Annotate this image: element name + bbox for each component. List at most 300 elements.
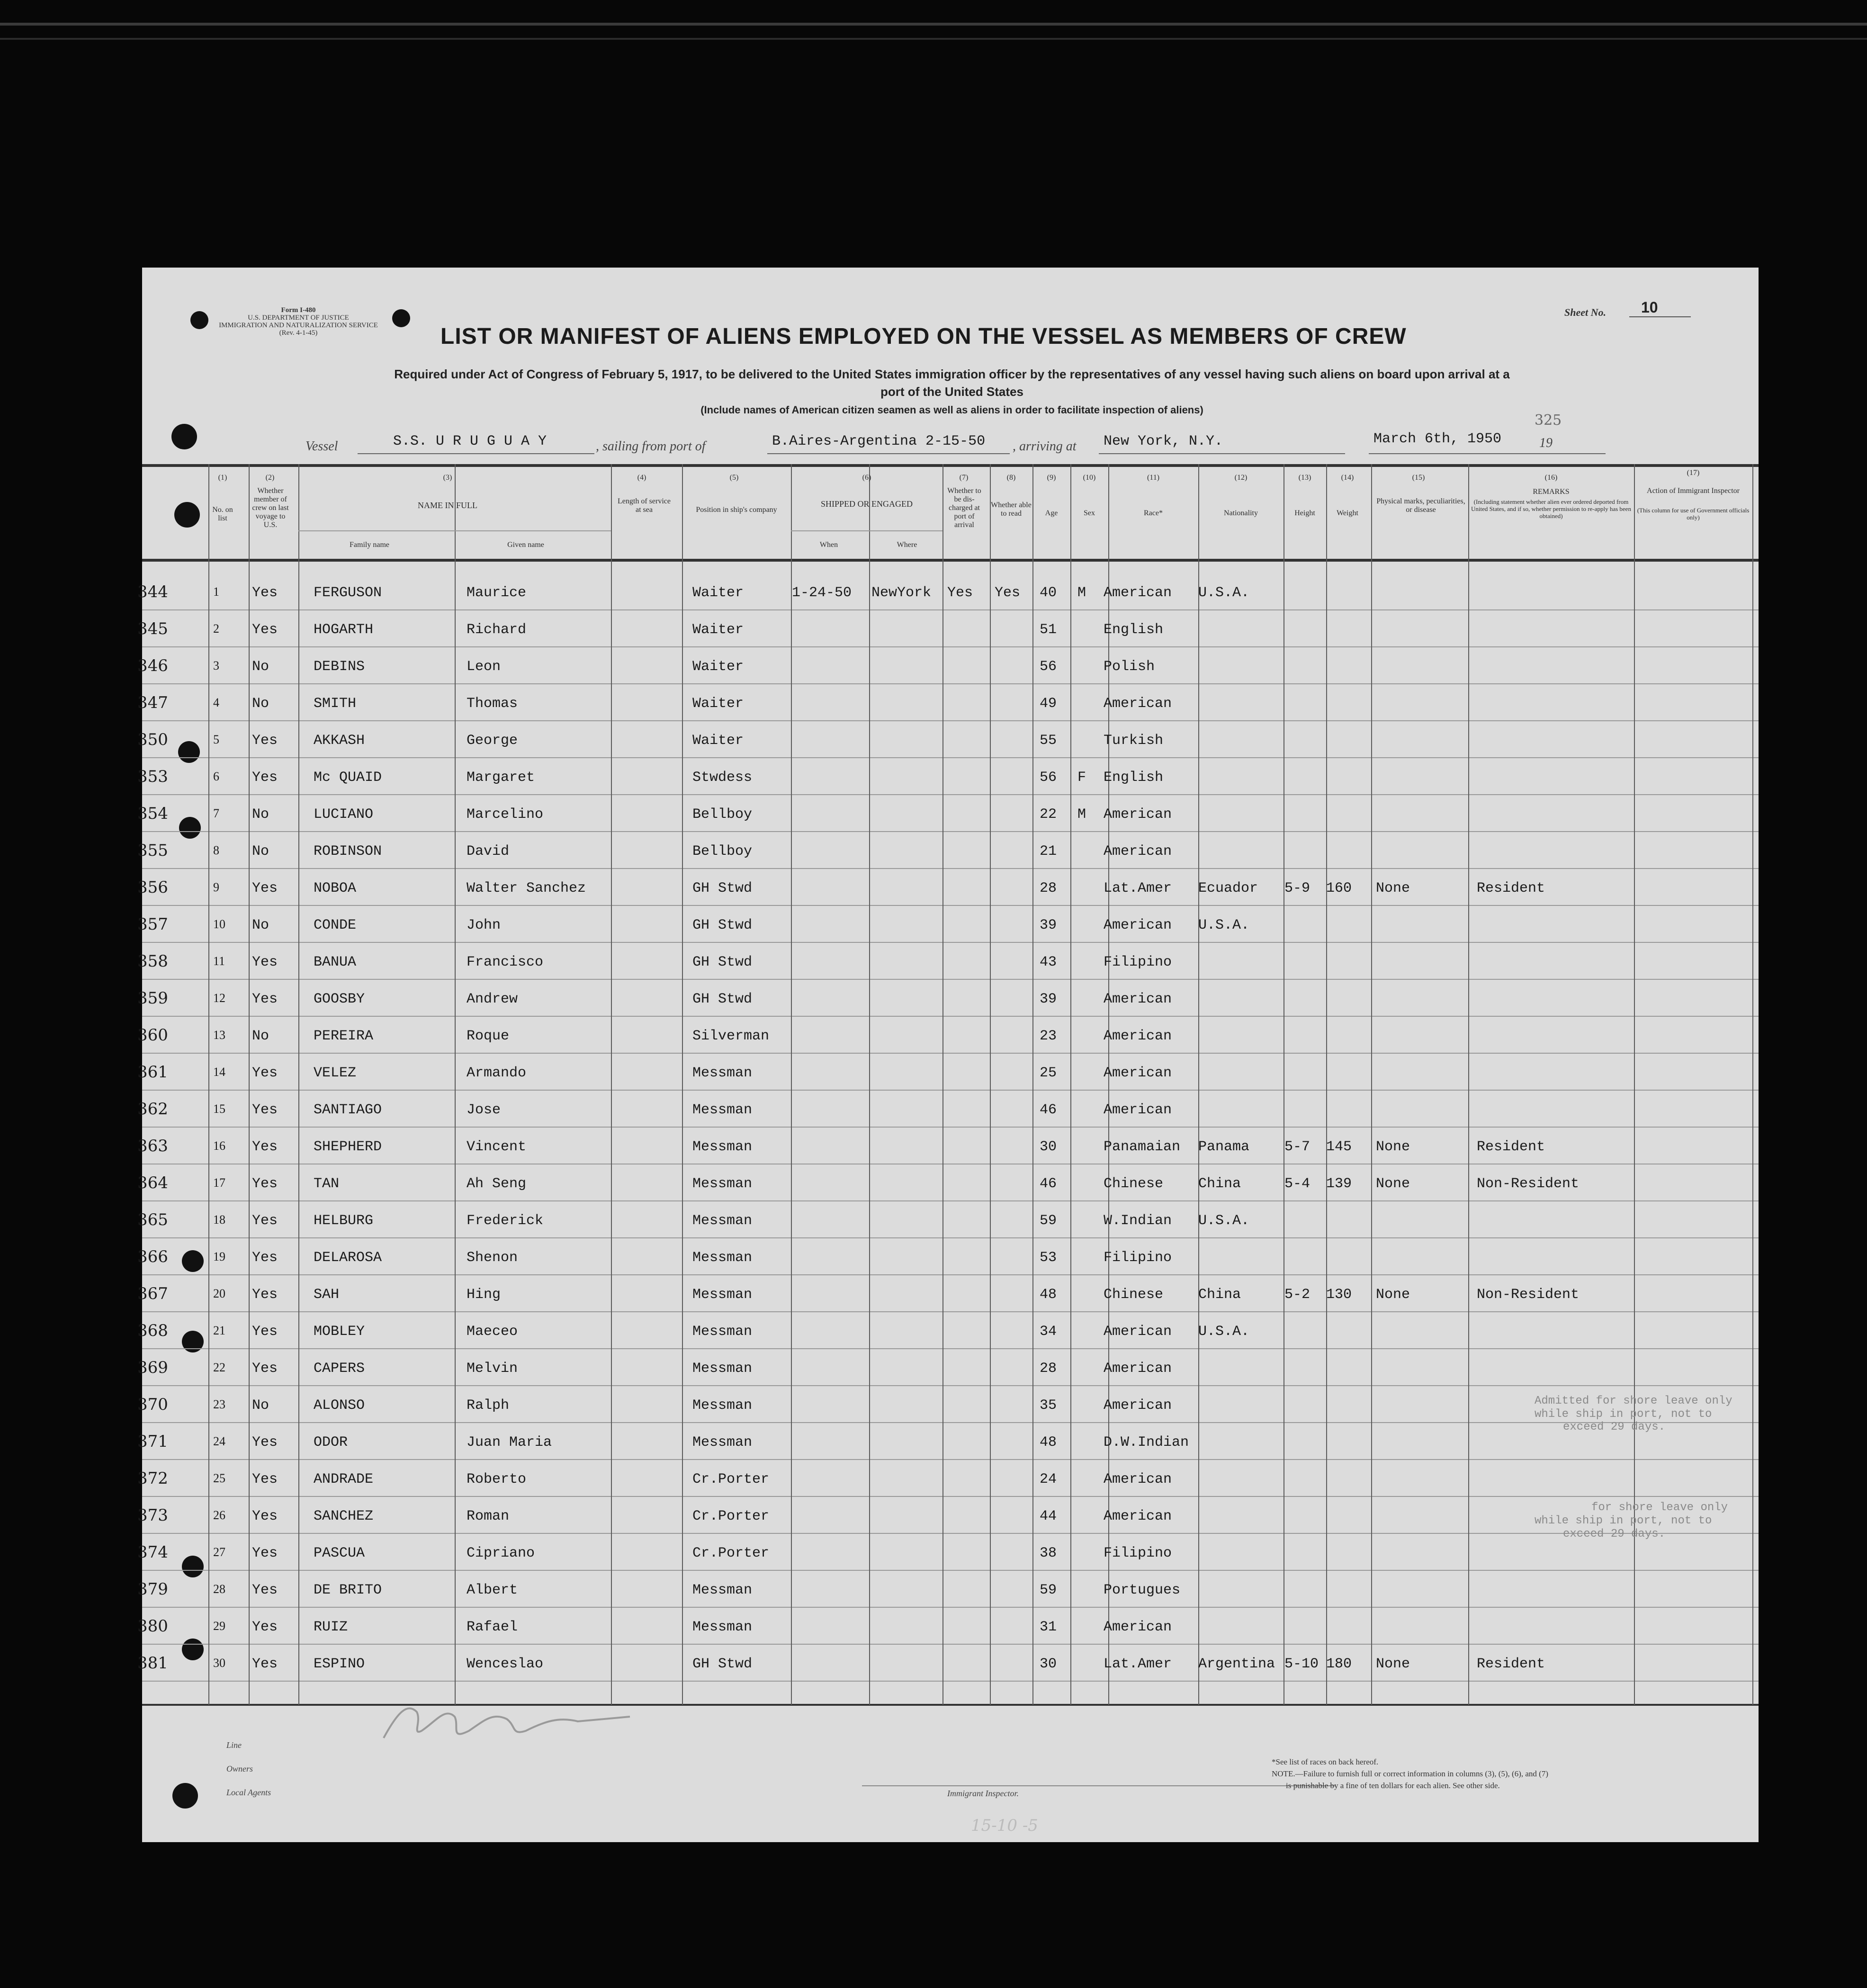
column-divider xyxy=(1032,464,1033,1705)
column-divider xyxy=(208,464,209,1705)
cell-given: Vincent xyxy=(467,1139,527,1155)
cell-position: Messman xyxy=(692,1397,753,1414)
row-rule xyxy=(142,1348,1759,1349)
cell-age: 49 xyxy=(1040,696,1057,712)
cell-given: Ralph xyxy=(467,1397,510,1414)
cell-no: 19 xyxy=(213,1250,225,1263)
column-divider xyxy=(1752,464,1753,1705)
cell-no: 1 xyxy=(213,585,219,599)
cell-position: Cr.Porter xyxy=(692,1545,770,1561)
column-divider xyxy=(1468,464,1469,1705)
owners-label: Owners xyxy=(226,1764,253,1773)
col12-number: (12) xyxy=(1234,474,1248,482)
cell-race: Filipino xyxy=(1104,1250,1172,1266)
column-divider xyxy=(990,464,991,1705)
cell-given: John xyxy=(467,917,501,933)
manifest-sequence-number: 373 xyxy=(137,1506,168,1525)
arrival-port: New York, N.Y. xyxy=(1104,433,1223,449)
penalty-note: NOTE.—Failure to furnish full or correct information in columns (3), (5), (6), and (7) xyxy=(1272,1769,1548,1778)
cell-no: 26 xyxy=(213,1508,225,1522)
form-number: Form I-480 xyxy=(281,306,316,314)
cell-nationality: U.S.A. xyxy=(1198,1324,1250,1340)
row-rule xyxy=(142,1090,1759,1091)
cell-race: Portugues xyxy=(1104,1582,1181,1598)
row-rule xyxy=(142,942,1759,943)
cell-last: No xyxy=(252,696,269,712)
cell-weight: 145 xyxy=(1326,1139,1352,1155)
arrival-underline xyxy=(1099,453,1345,454)
manifest-sequence-number: 371 xyxy=(137,1432,168,1451)
cell-given: Hing xyxy=(467,1287,501,1303)
column-divider xyxy=(298,464,299,1705)
row-rule xyxy=(142,683,1759,684)
row-rule xyxy=(142,868,1759,869)
cell-age: 22 xyxy=(1040,806,1057,823)
cell-last: Yes xyxy=(252,1434,278,1451)
form-subtitle-cont: port of the United States xyxy=(880,385,1023,399)
manifest-sequence-number: 354 xyxy=(137,804,168,823)
col3-family-header: Family name xyxy=(350,541,389,549)
cell-marks: None xyxy=(1376,1139,1410,1155)
cell-age: 25 xyxy=(1040,1065,1057,1081)
cell-age: 48 xyxy=(1040,1434,1057,1451)
punch-hole xyxy=(171,424,197,449)
row-rule xyxy=(142,1496,1759,1497)
cell-marks: None xyxy=(1376,1656,1410,1672)
col2-number: (2) xyxy=(265,474,275,482)
cell-position: Messman xyxy=(692,1582,753,1598)
col9-number: (9) xyxy=(1047,474,1056,482)
cell-race: American xyxy=(1104,1619,1172,1635)
manifest-sequence-number: 363 xyxy=(137,1137,168,1155)
cell-family: FERGUSON xyxy=(314,585,382,601)
cell-position: Messman xyxy=(692,1324,753,1340)
cell-family: BANUA xyxy=(314,954,357,970)
cell-age: 28 xyxy=(1040,1361,1057,1377)
cell-position: GH Stwd xyxy=(692,880,753,896)
manifest-sequence-number: 353 xyxy=(137,767,168,786)
cell-position: Waiter xyxy=(692,733,744,749)
cell-no: 7 xyxy=(213,806,219,820)
cell-no: 17 xyxy=(213,1176,225,1190)
form-subtitle: Required under Act of Congress of February 5, 1917, to be delivered to the United States immigration officer by the representatives of any vessel having such aliens on board upon arrival at a xyxy=(394,367,1510,381)
cell-family: ESPINO xyxy=(314,1656,365,1672)
col6-number: (6) xyxy=(862,474,871,482)
cell-race: American xyxy=(1104,1471,1172,1487)
cell-last: No xyxy=(252,659,269,675)
cell-race: American xyxy=(1104,1508,1172,1524)
column-divider xyxy=(249,464,250,1705)
sailing-label: , sailing from port of xyxy=(596,439,706,454)
cell-position: Messman xyxy=(692,1176,753,1192)
cell-race: Lat.Amer xyxy=(1104,880,1172,896)
manifest-sequence-number: 361 xyxy=(137,1063,168,1082)
row-rule xyxy=(142,905,1759,906)
cell-marks: None xyxy=(1376,1176,1410,1192)
col11-header: Race* xyxy=(1144,509,1163,517)
cell-sex: F xyxy=(1077,770,1086,786)
manifest-sequence-number: 369 xyxy=(137,1358,168,1377)
cell-position: Messman xyxy=(692,1139,753,1155)
cell-position: Waiter xyxy=(692,696,744,712)
form-revision: (Rev. 4-1-45) xyxy=(279,329,318,337)
cell-age: 53 xyxy=(1040,1250,1057,1266)
col5-header: Position in ship's company xyxy=(696,506,777,514)
row-rule xyxy=(142,1533,1759,1534)
cell-last: No xyxy=(252,1028,269,1044)
cell-no: 16 xyxy=(213,1139,225,1153)
row-rule xyxy=(142,646,1759,647)
col17-number: (17) xyxy=(1687,469,1700,477)
cell-family: RUIZ xyxy=(314,1619,348,1635)
manifest-sequence-number: 368 xyxy=(137,1321,168,1340)
cell-last: Yes xyxy=(252,1619,278,1635)
row-rule xyxy=(142,1459,1759,1460)
immigrant-inspector-label: Immigrant Inspector. xyxy=(947,1789,1019,1798)
cell-position: Messman xyxy=(692,1102,753,1118)
cell-given: Armando xyxy=(467,1065,527,1081)
column-divider xyxy=(791,464,792,1705)
sheet-number: 10 xyxy=(1641,299,1658,316)
cell-position: Cr.Porter xyxy=(692,1471,770,1487)
col7-number: (7) xyxy=(959,474,969,482)
manifest-sequence-number: 345 xyxy=(137,619,168,638)
cell-race: American xyxy=(1104,1324,1172,1340)
cell-remarks: Resident xyxy=(1477,880,1545,896)
cell-race: English xyxy=(1104,622,1164,638)
cell-given: George xyxy=(467,733,518,749)
cell-no: 25 xyxy=(213,1471,225,1485)
cell-last: Yes xyxy=(252,1361,278,1377)
cell-last: Yes xyxy=(252,1139,278,1155)
manifest-sequence-number: 366 xyxy=(137,1247,168,1266)
cell-last: Yes xyxy=(252,991,278,1007)
form-instruction: (Include names of American citizen seamen as well as aliens in order to facilitate inspection of aliens) xyxy=(700,404,1203,416)
col13-header: Height xyxy=(1294,509,1315,517)
cell-race: American xyxy=(1104,1028,1172,1044)
col14-number: (14) xyxy=(1341,474,1354,482)
col1-number: (1) xyxy=(218,474,227,482)
col11-number: (11) xyxy=(1147,474,1160,482)
cell-last: Yes xyxy=(252,954,278,970)
cell-age: 24 xyxy=(1040,1471,1057,1487)
row-rule xyxy=(142,720,1759,721)
cell-family: HOGARTH xyxy=(314,622,374,638)
cell-given: Thomas xyxy=(467,696,518,712)
cell-position: Bellboy xyxy=(692,806,753,823)
column-divider xyxy=(1371,464,1372,1705)
cell-where: NewYork xyxy=(871,585,932,601)
row-rule xyxy=(142,1644,1759,1645)
arriving-label: , arriving at xyxy=(1013,439,1077,454)
form-id xyxy=(213,306,384,337)
inspector-signature-line xyxy=(862,1785,1336,1786)
cell-no: 4 xyxy=(213,696,219,709)
cell-family: DE BRITO xyxy=(314,1582,382,1598)
cell-last: Yes xyxy=(252,1545,278,1561)
cell-no: 20 xyxy=(213,1287,225,1300)
cell-remarks: Resident xyxy=(1477,1139,1545,1155)
cell-race: English xyxy=(1104,770,1164,786)
cell-race: American xyxy=(1104,1065,1172,1081)
cell-remarks: Non-Resident xyxy=(1477,1176,1580,1192)
row-rule xyxy=(142,1016,1759,1017)
cell-age: 23 xyxy=(1040,1028,1057,1044)
cell-nationality: U.S.A. xyxy=(1198,1213,1250,1229)
cell-no: 11 xyxy=(213,954,225,968)
cell-race: Lat.Amer xyxy=(1104,1656,1172,1672)
manifest-sequence-number: 347 xyxy=(137,693,168,712)
cell-age: 21 xyxy=(1040,843,1057,860)
cell-age: 56 xyxy=(1040,770,1057,786)
cell-position: Waiter xyxy=(692,659,744,675)
cell-given: Wenceslao xyxy=(467,1656,544,1672)
cell-race: American xyxy=(1104,843,1172,860)
cell-given: Melvin xyxy=(467,1361,518,1377)
cell-family: SANTIAGO xyxy=(314,1102,382,1118)
col15-number: (15) xyxy=(1412,474,1425,482)
manifest-sequence-number: 355 xyxy=(137,841,168,860)
column-divider xyxy=(682,464,683,1705)
cell-race: Filipino xyxy=(1104,1545,1172,1561)
cell-position: Waiter xyxy=(692,585,744,601)
cell-age: 35 xyxy=(1040,1397,1057,1414)
stamped-note: Admitted for shore leave only xyxy=(1535,1395,1732,1407)
column-divider xyxy=(869,464,870,1705)
column-divider xyxy=(1198,464,1199,1705)
col10-header: Sex xyxy=(1084,509,1095,517)
cell-height: 5-10 xyxy=(1284,1656,1319,1672)
cell-no: 5 xyxy=(213,733,219,746)
cell-position: Silverman xyxy=(692,1028,770,1044)
cell-no: 28 xyxy=(213,1582,225,1596)
col3-number: (3) xyxy=(443,474,452,482)
manifest-sequence-number: 365 xyxy=(137,1210,168,1229)
col3-header: NAME IN FULL xyxy=(418,501,477,510)
cell-family: MOBLEY xyxy=(314,1324,365,1340)
manifest-sequence-number: 367 xyxy=(137,1284,168,1303)
cell-weight: 180 xyxy=(1326,1656,1352,1672)
cell-family: CAPERS xyxy=(314,1361,365,1377)
cell-last: Yes xyxy=(252,1324,278,1340)
table-header-rule xyxy=(142,559,1759,562)
col6-header: SHIPPED OR ENGAGED xyxy=(820,499,913,509)
cell-race: Panamaian xyxy=(1104,1139,1181,1155)
cell-position: Messman xyxy=(692,1065,753,1081)
cell-no: 12 xyxy=(213,991,225,1005)
stamped-note: exceed 29 days. xyxy=(1563,1528,1666,1540)
form-title: LIST OR MANIFEST OF ALIENS EMPLOYED ON THE VESSEL AS MEMBERS OF CREW xyxy=(440,324,1407,349)
col16-subheader: (Including statement whether alien ever ordered deported from United States, and if so, whether permission to re-apply has been obtained) xyxy=(1471,498,1631,519)
cell-last: Yes xyxy=(252,880,278,896)
sheet-underline xyxy=(1629,316,1691,317)
cell-given: Shenon xyxy=(467,1250,518,1266)
col12-header: Nationality xyxy=(1224,509,1258,517)
col4-header: Length of service at sea xyxy=(618,497,671,514)
row-rule xyxy=(142,1607,1759,1608)
row-rule xyxy=(142,979,1759,980)
cell-age: 59 xyxy=(1040,1213,1057,1229)
manifest-sequence-number: 346 xyxy=(137,656,168,675)
races-note: *See list of races on back hereof. xyxy=(1272,1757,1379,1766)
cell-family: ROBINSON xyxy=(314,843,382,860)
col14-header: Weight xyxy=(1337,509,1358,517)
col8-number: (8) xyxy=(1006,474,1016,482)
cell-no: 8 xyxy=(213,843,219,857)
cell-no: 2 xyxy=(213,622,219,636)
cell-family: TAN xyxy=(314,1176,340,1192)
manifest-sequence-number: 344 xyxy=(137,582,168,601)
penalty-note-cont: is punishable by a fine of ten dollars for each alien. See other side. xyxy=(1286,1781,1500,1790)
cell-given: Juan Maria xyxy=(467,1434,552,1451)
col16-header: REMARKS xyxy=(1533,488,1570,496)
row-rule xyxy=(142,757,1759,758)
cell-last: Yes xyxy=(252,1065,278,1081)
cell-given: Rafael xyxy=(467,1619,518,1635)
cell-no: 24 xyxy=(213,1434,225,1448)
cell-race: American xyxy=(1104,696,1172,712)
column-divider xyxy=(1326,464,1327,1705)
cell-position: Messman xyxy=(692,1287,753,1303)
manifest-sheet xyxy=(137,268,1759,1842)
col7-header: Whether to be dis-charged at port of arrival xyxy=(947,487,981,529)
cell-age: 55 xyxy=(1040,733,1057,749)
manifest-sequence-number: 379 xyxy=(137,1580,168,1599)
manifest-sequence-number: 359 xyxy=(137,989,168,1008)
cell-age: 51 xyxy=(1040,622,1057,638)
cell-no: 6 xyxy=(213,770,219,783)
cell-family: GOOSBY xyxy=(314,991,365,1007)
cell-position: Cr.Porter xyxy=(692,1508,770,1524)
cell-height: 5-7 xyxy=(1284,1139,1310,1155)
cell-given: Richard xyxy=(467,622,527,638)
row-rule xyxy=(142,1274,1759,1275)
cell-race: Polish xyxy=(1104,659,1155,675)
cell-race: Filipino xyxy=(1104,954,1172,970)
cell-no: 15 xyxy=(213,1102,225,1116)
subheader-divider xyxy=(298,530,611,531)
stamped-note: for shore leave only xyxy=(1591,1501,1728,1514)
cell-given: Andrew xyxy=(467,991,518,1007)
cell-last: Yes xyxy=(252,1102,278,1118)
col17-header: Action of Immigrant Inspector xyxy=(1647,487,1740,495)
cell-no: 9 xyxy=(213,880,219,894)
cell-last: Yes xyxy=(252,1582,278,1598)
cell-given: Walter Sanchez xyxy=(467,880,586,896)
row-rule xyxy=(142,1127,1759,1128)
cell-position: GH Stwd xyxy=(692,991,753,1007)
cell-given: Maurice xyxy=(467,585,527,601)
cell-age: 59 xyxy=(1040,1582,1057,1598)
row-rule xyxy=(142,1237,1759,1238)
cell-given: Maeceo xyxy=(467,1324,518,1340)
cell-race: American xyxy=(1104,1102,1172,1118)
cell-family: ODOR xyxy=(314,1434,348,1451)
cell-given: Roberto xyxy=(467,1471,527,1487)
stamped-note: exceed 29 days. xyxy=(1563,1421,1666,1433)
crew-table xyxy=(137,464,1759,1710)
cell-given: Frederick xyxy=(467,1213,544,1229)
arrival-date: March 6th, 1950 xyxy=(1373,431,1502,447)
col16-number: (16) xyxy=(1544,474,1558,482)
col10-number: (10) xyxy=(1083,474,1096,482)
stamped-note: while ship in port, not to xyxy=(1535,1408,1712,1421)
cell-last: Yes xyxy=(252,770,278,786)
col6-when-header: When xyxy=(819,541,838,549)
cell-weight: 130 xyxy=(1326,1287,1352,1303)
cell-nationality: Argentina xyxy=(1198,1656,1275,1672)
cell-family: ANDRADE xyxy=(314,1471,374,1487)
stamped-note: while ship in port, not to xyxy=(1535,1514,1712,1527)
cell-age: 44 xyxy=(1040,1508,1057,1524)
cell-nationality: China xyxy=(1198,1176,1241,1192)
manifest-sequence-number: 374 xyxy=(137,1543,168,1562)
col13-number: (13) xyxy=(1298,474,1311,482)
inspector-signature xyxy=(365,1693,649,1750)
cell-position: Bellboy xyxy=(692,843,753,860)
cell-position: Messman xyxy=(692,1250,753,1266)
cell-remarks: Non-Resident xyxy=(1477,1287,1580,1303)
cell-race: American xyxy=(1104,1397,1172,1414)
cell-age: 28 xyxy=(1040,880,1057,896)
punch-hole xyxy=(392,309,410,327)
column-divider xyxy=(455,464,456,1705)
row-rule xyxy=(142,609,1759,610)
punch-hole xyxy=(190,311,208,329)
manifest-sequence-number: 356 xyxy=(137,878,168,897)
cell-height: 5-4 xyxy=(1284,1176,1310,1192)
row-rule xyxy=(142,1385,1759,1386)
cell-age: 39 xyxy=(1040,991,1057,1007)
cell-no: 29 xyxy=(213,1619,225,1633)
cell-age: 46 xyxy=(1040,1102,1057,1118)
cell-position: Waiter xyxy=(692,622,744,638)
sheet-label: Sheet No. xyxy=(1564,306,1606,318)
cell-no: 18 xyxy=(213,1213,225,1227)
manifest-sequence-number: 357 xyxy=(137,915,168,934)
cell-family: AKKASH xyxy=(314,733,365,749)
cell-last: Yes xyxy=(252,1508,278,1524)
cell-no: 13 xyxy=(213,1028,225,1042)
cell-position: GH Stwd xyxy=(692,917,753,933)
row-rule xyxy=(142,1681,1759,1682)
cell-race: W.Indian xyxy=(1104,1213,1172,1229)
department-name: U.S. DEPARTMENT OF JUSTICE xyxy=(248,314,349,322)
cell-race: American xyxy=(1104,991,1172,1007)
cell-age: 31 xyxy=(1040,1619,1057,1635)
stamp-number: 325 xyxy=(1535,412,1562,429)
cell-age: 34 xyxy=(1040,1324,1057,1340)
cell-age: 39 xyxy=(1040,917,1057,933)
cell-nationality: U.S.A. xyxy=(1198,585,1250,601)
cell-nationality: U.S.A. xyxy=(1198,917,1250,933)
col17-subheader: (This column for use of Government officials only) xyxy=(1637,507,1750,521)
cell-race: Chinese xyxy=(1104,1176,1164,1192)
local-agents-label: Local Agents xyxy=(226,1788,271,1797)
cell-age: 38 xyxy=(1040,1545,1057,1561)
cell-height: 5-9 xyxy=(1284,880,1310,896)
cell-last: No xyxy=(252,843,269,860)
cell-nationality: Ecuador xyxy=(1198,880,1258,896)
cell-given: Ah Seng xyxy=(467,1176,527,1192)
cell-family: SHEPHERD xyxy=(314,1139,382,1155)
cell-remarks: Resident xyxy=(1477,1656,1545,1672)
col6-where-header: Where xyxy=(897,541,917,549)
cell-age: 46 xyxy=(1040,1176,1057,1192)
cell-last: Yes xyxy=(252,1287,278,1303)
cell-height: 5-2 xyxy=(1284,1287,1310,1303)
cell-last: No xyxy=(252,806,269,823)
